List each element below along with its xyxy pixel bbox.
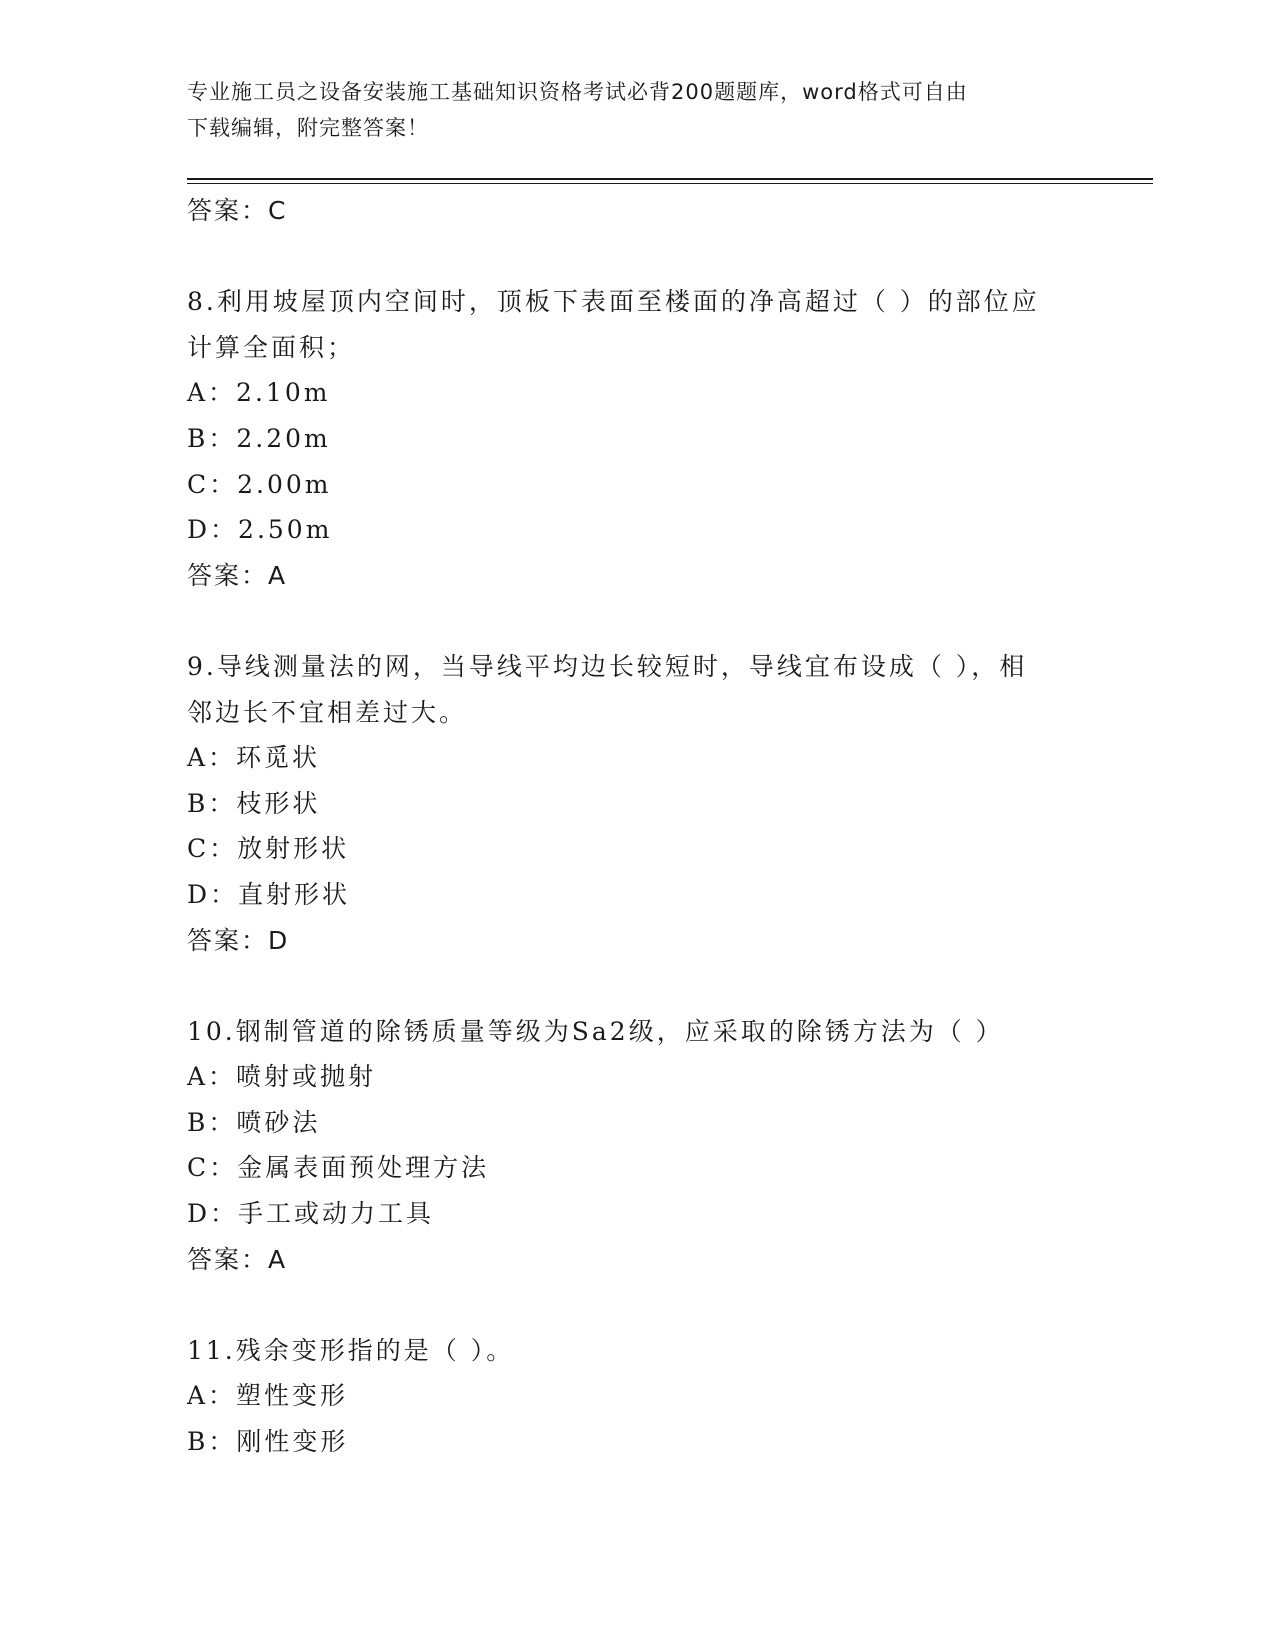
option-a: A：环觅状 [187,743,321,773]
header-line-2: 下载编辑，附完整答案！ [187,116,429,140]
header-rule-thin [187,183,1153,184]
option-a: A：喷射或抛射 [187,1062,377,1092]
option-d: D：2.50m [187,515,333,545]
header-line-1: 专业施工员之设备安装施工基础知识资格考试必背200题题库，word格式可自由 [187,80,968,104]
option-b: B：刚性变形 [187,1427,349,1457]
question-text: 8.利用坡屋顶内空间时，顶板下表面至楼面的净高超过（ ）的部位应 [187,287,1040,317]
question-text: 11.残余变形指的是（ ）。 [187,1335,515,1365]
spacer [187,963,1087,1009]
question-block [187,279,1087,598]
question-block [187,644,1087,963]
option-b: B：2.20m [187,423,331,453]
spacer [187,1282,1087,1328]
answer-line: 答案：C [187,196,288,225]
option-b: B：喷砂法 [187,1107,321,1137]
document-header [187,74,1067,146]
option-c: C：2.00m [187,469,332,499]
question-text: 9.导线测量法的网，当导线平均边长较短时，导线宜布设成（ ），相 [187,651,1028,681]
option-d: D：手工或动力工具 [187,1199,435,1229]
option-a: A：2.10m [187,378,331,408]
answer-line: 答案：A [187,1244,288,1274]
question-block [187,1009,1087,1283]
option-c: C：金属表面预处理方法 [187,1153,490,1183]
answer-line: 答案：A [187,560,288,590]
document-body [187,188,1087,1465]
header-rule-thick [187,178,1153,180]
question-block [187,1328,1087,1465]
answer-line: 答案：D [187,925,290,955]
spacer [187,598,1087,644]
option-c: C：放射形状 [187,834,350,864]
question-text: 计算全面积； [187,332,356,362]
option-a: A：塑性变形 [187,1381,349,1411]
option-b: B：枝形状 [187,788,321,818]
spacer [187,234,1087,280]
question-text: 邻边长不宜相差过大。 [187,697,468,727]
question-text: 10.钢制管道的除锈质量等级为Sa2级，应采取的除锈方法为（ ） [187,1016,1004,1046]
option-d: D：直射形状 [187,879,351,909]
